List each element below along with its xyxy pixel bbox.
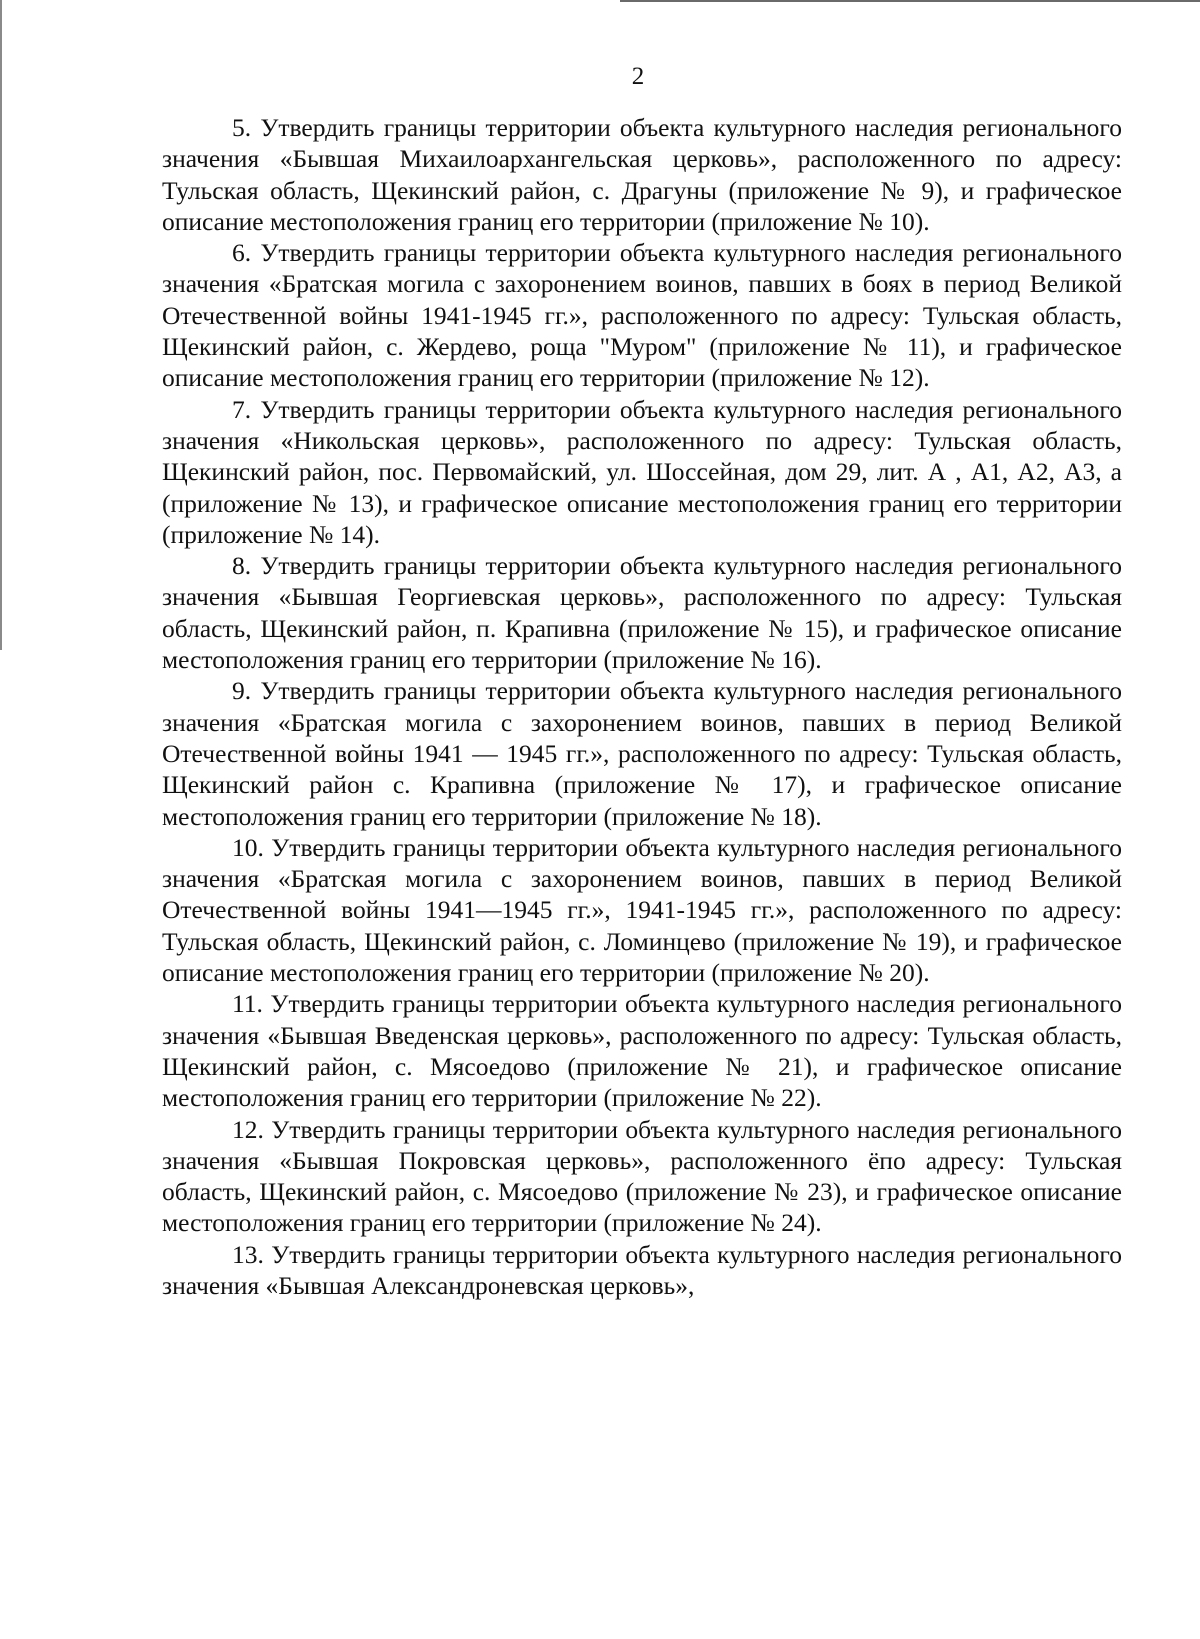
scan-edge-top [620,0,1200,2]
paragraph-5: 5. Утвердить границы территории объекта культурного наследия регионального значения «Бывшая Михаилоархангельская церковь», расположенного по адресу: Тульская область, Щекинский район, с. Драгуны (приложение № 9), и графическое описание местоположения границ его территории (приложение № 10). [162,113,1122,236]
paragraph-8: 8. Утвердить границы территории объекта культурного наследия регионального значения «Бывшая Георгиевская церковь», расположенного по адресу: Тульская область, Щекинский район, п. Крапивна (приложение № 15), и графическое описание местоположения границ его территории (приложение № 16). [162,551,1122,675]
paragraph-10: 10. Утвердить границы территории объекта культурного наследия регионального значения «Братская могила с захоронением воинов, павших в период Великой Отечественной войны 1941—1945 гг.», 1941-1945 гг.», расположенного по адресу: Тульская область, Щекинский район, с. Ломинцево (приложение № 19), и графическое описание местоположения границ его территории (приложение № 20). [162,832,1122,988]
paragraph-6: 6. Утвердить границы территории объекта культурного наследия регионального значения «Братская могила с захоронением воинов, павших в боях в период Великой Отечественной войны 1941-1945 гг.», расположенного по адресу: Тульская область, Щекинский район, с. Жердево, роща "Муром" (приложение № 11), и графическое описание местоположения границ его территории (приложение № 12). [162,238,1122,393]
scan-edge-left [0,0,2,650]
document-body [162,112,1122,1301]
paragraph-12: 12. Утвердить границы территории объекта культурного наследия регионального значения «Бывшая Покровская церковь», расположенного ёпо адресу: Тульская область, Щекинский район, с. Мясоедово (приложение № 23), и графическое описание местоположения границ его территории (приложение № 24). [162,1114,1122,1238]
paragraph-7: 7. Утвердить границы территории объекта культурного наследия регионального значения «Никольская церковь», расположенного по адресу: Тульская область, Щекинский район, пос. Первомайский, ул. Шоссейная, дом 29, лит. А , А1, А2, А3, а (приложение № 13), и графическое описание местоположения границ его территории (приложение № 14). [162,394,1122,549]
paragraph-11: 11. Утвердить границы территории объекта культурного наследия регионального значения «Бывшая Введенская церковь», расположенного по адресу: Тульская область, Щекинский район, с. Мясоедово (приложение № 21), и графическое описание местоположения границ его территории (приложение № 22). [162,989,1122,1113]
page-number: 2 [631,63,645,90]
paragraph-13: 13. Утвердить границы территории объекта культурного наследия регионального значения «Бывшая Александроневская церковь», [162,1239,1122,1300]
paragraph-9: 9. Утвердить границы территории объекта культурного наследия регионального значения «Братская могила с захоронением воинов, павших в период Великой Отечественной войны 1941 — 1945 гг.», расположенного по адресу: Тульская область, Щекинский район с. Крапивна (приложение № 17), и графическое описание местоположения границ его территории (приложение № 18). [162,676,1122,831]
